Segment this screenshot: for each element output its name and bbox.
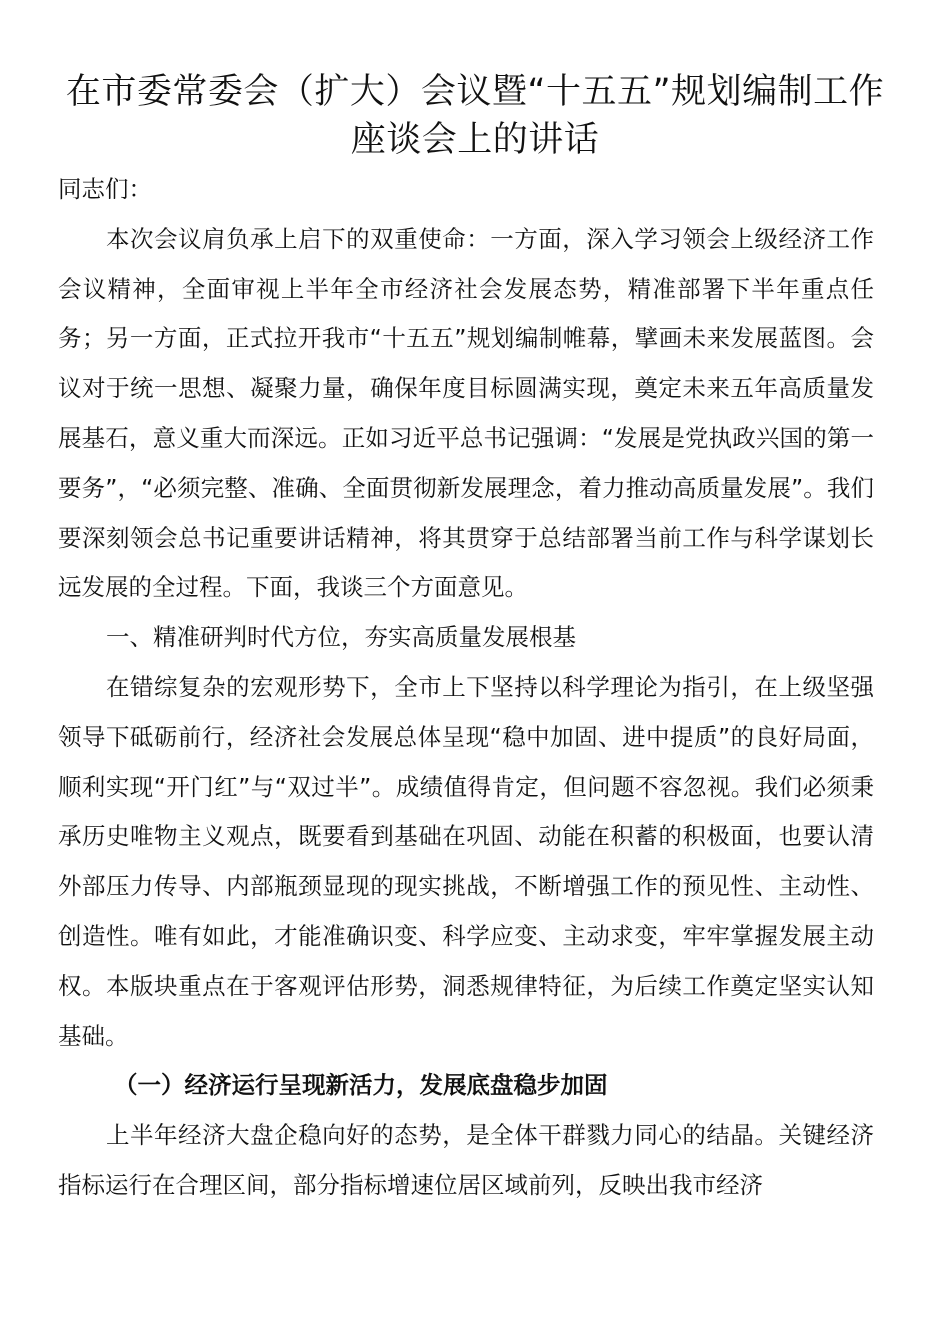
section-heading-1: 一、精准研判时代方位，夯实高质量发展根基 [106,623,576,652]
document-title: 在市委常委会（扩大）会议暨“十五五”规划编制工作座谈会上的讲话 [65,72,885,160]
subsection-paragraph-1: 上半年经济大盘企稳向好的态势，是全体干群戮力同心的结晶。关键经济指标运行在合理区间，部分指标增速位居区域前列，反映出我市经济 [58,1121,874,1199]
section-paragraph-1: 在错综复杂的宏观形势下，全市上下坚持以科学理论为指引，在上级坚强领导下砥砺前行，经济社会发展总体呈现“稳中加固、进中提质”的良好局面，顺利实现“开门红”与“双过半”。成绩值得肯定，但问题不容忽视。我们必须秉承历史唯物主义观点，既要看到基础在巩固、动能在积蓄的积极面，也要认清外部压力传导、内部瓶颈显现的现实挑战，不断增强工作的预见性、主动性、创造性。唯有如此，才能准确识变、科学应变、主动求变，牢牢掌握发展主动权。本版块重点在于客观评估形势，洞悉规律特征，为后续工作奠定坚实认知基础。 [58,672,874,1050]
intro-paragraph: 本次会议肩负承上启下的双重使命：一方面，深入学习领会上级经济工作会议精神，全面审视上半年全市经济社会发展态势，精准部署下半年重点任务；另一方面，正式拉开我市“十五五”规划编制帷幕，擘画未来发展蓝图。会议对于统一思想、凝聚力量，确保年度目标圆满实现，奠定未来五年高质量发展基石，意义重大而深远。正如习近平总书记强调：“发展是党执政兴国的第一要务”，“必须完整、准确、全面贯彻新发展理念，着力推动高质量发展”。我们要深刻领会总书记重要讲话精神，将其贯穿于总结部署当前工作与科学谋划长远发展的全过程。下面，我谈三个方面意见。 [58,224,874,602]
document-body [58,165,874,1211]
salutation: 同志们： [58,175,152,203]
subsection-heading-1: （一）经济运行呈现新活力，发展底盘稳步加固 [114,1071,608,1100]
